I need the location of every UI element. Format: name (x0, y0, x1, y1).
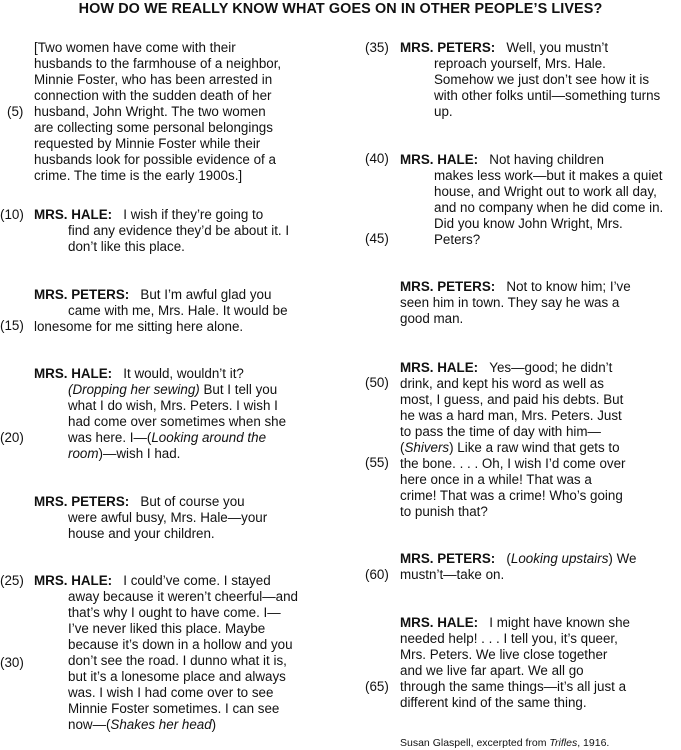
speaker-name: MRS. PETERS: (400, 40, 496, 55)
speech-line: to pass the time of day with him— (400, 424, 601, 439)
speech-line: because it’s down in a hollow and you (68, 637, 293, 652)
line-number-5: (5) (7, 104, 24, 119)
line-number-65: (65) (365, 679, 389, 694)
speech-line: ( (506, 551, 511, 566)
speaker-name: MRS. HALE: (34, 207, 113, 222)
speech-line: the bone. . . . Oh, I wish I’d come over (400, 456, 626, 471)
speech-hale-3 (34, 573, 298, 733)
speech-line: I’ve never liked this place. Maybe (68, 621, 266, 636)
speech-line: but it’s a lonesome place and always (68, 669, 286, 684)
line-number-20: (20) (0, 430, 24, 445)
speech-line: different kind of the same thing. (400, 695, 587, 710)
stage-direction: Looking around the (151, 430, 267, 445)
line-number-35: (35) (365, 40, 389, 55)
stage-direction: Shivers (404, 440, 450, 455)
speech-line: with other folks until—something turns (434, 88, 661, 103)
speech-line: crime! That was a crime! Who’s going (400, 488, 623, 503)
speech-line: But of course you (140, 494, 245, 509)
speech-line: drink, and kept his word as well as (400, 376, 604, 391)
speech-line: ) Like a raw wind that gets to (449, 440, 620, 455)
speech-line: were awful busy, Mrs. Hale—your (68, 510, 268, 525)
speech-line: and we live far apart. We all go (400, 663, 584, 678)
speech-line: Peters? (434, 232, 481, 247)
intro-line: [Two women have come with their (34, 40, 236, 55)
speech-line: he was a hard man, Mrs. Peters. Just (400, 408, 622, 423)
intro-line: requested by Minnie Foster while their (34, 136, 261, 151)
speaker-name: MRS. HALE: (400, 152, 479, 167)
speech-peters-2 (34, 494, 267, 542)
speech-peters-4 (400, 279, 631, 327)
intro-line: husbands look for possible evidence of a (34, 152, 276, 167)
speech-line: find any evidence they’d be about it. I (68, 223, 290, 238)
line-number-25: (25) (0, 573, 24, 588)
speech-line: Did you know John Wright, Mrs. (434, 216, 623, 231)
speech-peters-5 (400, 551, 636, 583)
speech-line: Minnie Foster sometimes. I can see (68, 701, 280, 716)
speech-line: ( (400, 440, 405, 455)
source-citation (400, 737, 609, 750)
speech-line: Well, you mustn’t (506, 40, 609, 55)
intro-line: are collecting some personal belongings (34, 120, 273, 135)
stage-direction: room (68, 446, 99, 461)
speech-line: Somehow we just don’t see how it is (434, 72, 650, 87)
speech-line: most, I guess, and paid his debts. But (400, 392, 624, 407)
speech-line: came with me, Mrs. Hale. It would be (68, 303, 288, 318)
speech-line: I wish if they’re going to (123, 207, 264, 222)
speech-hale-4 (400, 152, 663, 248)
speech-line: now—( (68, 717, 111, 732)
speech-line: )—wish I had. (98, 446, 181, 461)
speech-line: here once in a while! That was a (400, 472, 592, 487)
intro-line: connection with the sudden death of her (34, 88, 272, 103)
speech-line: was. I wish I had come over to see (68, 685, 274, 700)
speech-line: that’s why I ought to have come. I— (68, 605, 281, 620)
speaker-name: MRS. HALE: (400, 615, 479, 630)
citation-author: Susan Glaspell, excerpted from (400, 737, 550, 749)
speech-line: don’t see the road. I dunno what it is, (68, 653, 287, 668)
speech-line: I might have known she (489, 615, 630, 630)
speaker-name: MRS. PETERS: (34, 494, 130, 509)
speech-hale-5 (400, 360, 626, 520)
speech-line: what I do wish, Mrs. Peters. I wish I (68, 398, 278, 413)
speech-line: I could’ve come. I stayed (123, 573, 271, 588)
line-number-15: (15) (0, 318, 24, 333)
speech-line: Yes—good; he didn’t (489, 360, 613, 375)
speech-line: up. (434, 104, 453, 119)
line-number-30: (30) (0, 655, 24, 670)
speech-peters-1 (34, 287, 288, 335)
speech-line: But I’m awful glad you (140, 287, 272, 302)
speech-line: was here. I—( (68, 430, 152, 445)
speech-line: lonesome for me sitting here alone. (34, 319, 244, 334)
speech-line: good man. (400, 311, 464, 326)
speaker-name: MRS. PETERS: (34, 287, 130, 302)
speech-hale-2 (34, 366, 286, 462)
passage-title: HOW DO WE REALLY KNOW WHAT GOES ON IN OTHER PEOPLE’S LIVES? (78, 1, 603, 17)
speaker-name: MRS. PETERS: (400, 279, 496, 294)
line-number-45: (45) (365, 231, 389, 246)
line-number-55: (55) (365, 455, 389, 470)
line-number-40: (40) (365, 151, 389, 166)
speech-line: It would, wouldn’t it? (123, 366, 244, 381)
speech-line: ) We (608, 551, 637, 566)
speech-line: to punish that? (400, 504, 488, 519)
speech-peters-3 (400, 40, 660, 120)
speech-line: away because it weren’t cheerful—and (68, 589, 299, 604)
speech-line: reproach yourself, Mrs. Hale. (434, 56, 606, 71)
speech-hale-1 (34, 207, 289, 255)
speech-line: seen him in town. They say he was a (400, 295, 620, 310)
intro-line: husbands to the farmhouse of a neighbor, (34, 56, 282, 71)
speech-hale-6 (400, 615, 630, 711)
speech-line: and no company when he did come in. (434, 200, 664, 215)
speech-line: through the same things—it’s all just a (400, 679, 627, 694)
intro-line: crime. The time is the early 1900s.] (34, 168, 243, 183)
citation-work-title: Trifles (549, 737, 578, 749)
speaker-name: MRS. HALE: (400, 360, 479, 375)
speaker-name: MRS. HALE: (34, 366, 113, 381)
speech-line: makes less work—but it makes a quiet (434, 168, 663, 183)
speech-line: mustn’t—take on. (400, 567, 505, 582)
speech-line: don’t like this place. (68, 239, 185, 254)
stage-direction: Shakes her head (110, 717, 212, 732)
speech-line: Not having children (489, 152, 604, 167)
stage-direction: Looking upstairs (510, 551, 609, 566)
speech-line: needed help! . . . I tell you, it’s queer, (400, 631, 618, 646)
stage-direction: (Dropping her sewing) (68, 382, 200, 397)
speech-line: ) (211, 717, 217, 732)
speech-line: Mrs. Peters. We live close together (400, 647, 608, 662)
speech-line: house and your children. (68, 526, 215, 541)
speaker-name: MRS. PETERS: (400, 551, 496, 566)
speech-line: house, and Wright out to work all day, (434, 184, 657, 199)
speech-line: Not to know him; I’ve (506, 279, 631, 294)
intro-line: husband, John Wright. The two women (34, 104, 266, 119)
intro-stage-direction (34, 40, 281, 184)
speech-line: had come over sometimes when she (68, 414, 287, 429)
line-number-50: (50) (365, 375, 389, 390)
speaker-name: MRS. HALE: (34, 573, 113, 588)
citation-year: , 1916. (577, 737, 610, 749)
speech-line: But I tell you (199, 382, 278, 397)
intro-line: Minnie Foster, who has been arrested in (34, 72, 273, 87)
line-number-10: (10) (0, 207, 24, 222)
line-number-60: (60) (365, 567, 389, 582)
